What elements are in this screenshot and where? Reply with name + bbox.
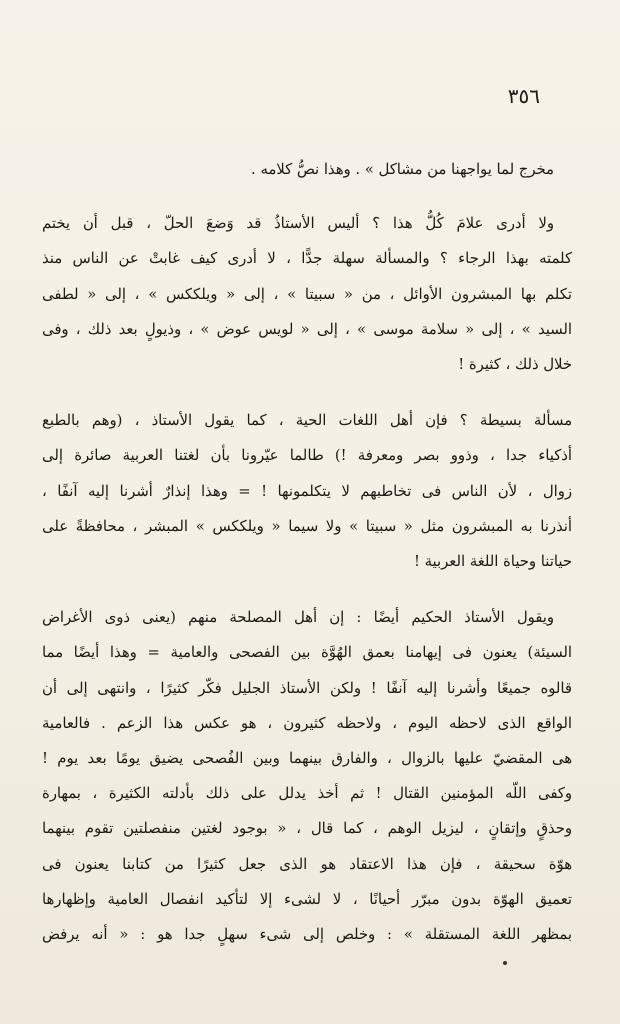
text-line: تكلم بها المبشرون الأوائل ، من « سبيتا » ، إلى « ويلككس » ، إلى « لطفى — [42, 285, 572, 303]
paragraph-1 — [42, 152, 572, 187]
page-number: ٣٥٦ — [507, 84, 540, 108]
text-line: مسألة بسيطة ؟ فإن أهل اللغات الحية ، كما يقول الأستاذ ، (وهم بالطبع — [42, 412, 572, 430]
text-line: قالوه جميعًا وأشرنا إليه آنفًا ! ولكن الأستاذ الجليل فكّر كثيرًا ، وانتهى إلى أن — [42, 679, 572, 697]
text-line: تعميق الهوّة بدون مبرّر أحيانًا ، لا لشىء إلا لتأكيد انفصال العامية وإظهارها — [42, 890, 572, 908]
paragraph-3 — [42, 403, 572, 579]
text-line: الواقع الذى لاحظه اليوم ، ولاحظه كثيرون ، هو عكس هذا الزعم . فالعامية — [42, 714, 572, 732]
text-line: حياتنا وحياة اللغة العربية ! — [413, 553, 572, 571]
text-line: وحذقٍ وإتقانٍ ، ليزيل الوهم ، كما قال ، « بوجود لغتين منفصلتين تقوم بينهما — [42, 820, 572, 838]
ink-speck — [503, 961, 507, 965]
text-line: هى المقضيّ عليها بالزوال ، والفارق بينهما وبين الفُصحى يضيق يومًا بعد يوم ! — [42, 750, 572, 768]
text-line: أنذرنا به المبشرون مثل « سبيتا » ولا سيما « ويلككس » المبشر ، محافظةً على — [42, 517, 572, 535]
text-line: ويقول الأستاذ الحكيم أيضًا : إن أهل المصلحة منهم (يعنى ذوى الأغراض — [42, 609, 554, 627]
text-line: زوال ، لأن الناس فى تخاطبهم لا يتكلمونها ! = وهذا إنذارٌ أشرنا إليه آنفًا ، — [42, 482, 572, 500]
paragraph-4 — [42, 600, 572, 952]
text-line: كلمته بهذا الرجاء ؟ والمسألة سهلة جدًّا ، لا أدرى كيف غابتْ عن الناس منذ — [42, 250, 572, 268]
text-line: السيئة) يعنون فى إيهامنا بعمق الهُوَّة بين الفصحى والعامية = وهذا أيضًا مما — [42, 644, 572, 662]
text-line: ولا أدرى علامَ كُلُّ هذا ؟ أليس الأستاذُ قد وَضعَ الحلّ ، قبل أن يختم — [42, 215, 554, 233]
text-line: هوّة سحيقة ، فإن هذا الاعتقاد هو الذى جعل كثيرًا من كتابنا يعنون فى — [42, 855, 572, 873]
text-line: بمظهر اللغة المستقلة » : وخلص إلى شىء سهلٍ جدا هو : « أنه يرفض — [42, 926, 572, 944]
text-line: مخرج لما يواجهنا من مشاكل » . وهذا نصُّ كلامه . — [251, 161, 554, 178]
body-text — [42, 152, 572, 952]
text-line: وكفى اللّه المؤمنين القتال ! ثم أخذ يدلل على ذلك بأدلته الكثيرة ، بمهارة — [42, 785, 572, 803]
text-line: خلال ذلك ، كثيرة ! — [458, 356, 572, 374]
text-line: السيد » ، إلى « سلامة موسى » ، إلى « لويس عوض » ، وذيولٍ بعد ذلك ، وفى — [42, 320, 572, 338]
paragraph-2 — [42, 206, 572, 382]
text-line: أذكياء جدا ، وذوو بصر ومعرفة !) طالما عيّرونا بأن لغتنا العربية صائرة إلى — [42, 447, 572, 465]
